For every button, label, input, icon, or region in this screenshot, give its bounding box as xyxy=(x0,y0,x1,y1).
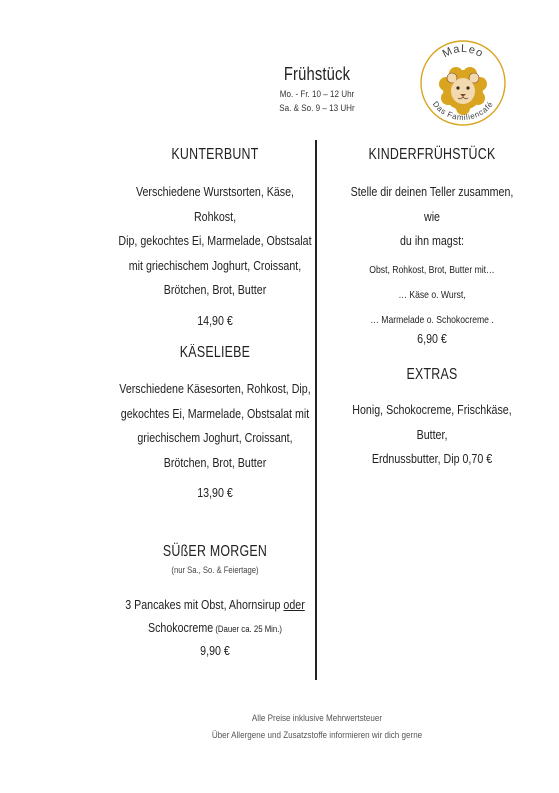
duration-note: (Dauer ca. 25 Min.) xyxy=(213,624,283,635)
price-suesser-morgen: 9,90 € xyxy=(200,643,230,658)
text-line xyxy=(117,616,314,641)
text-line: Verschiedene Wurstsorten, Käse, Rohkost, xyxy=(135,184,295,224)
price-kunterbunt: 14,90 € xyxy=(197,312,233,328)
logo-tagline: Das Familiencafé xyxy=(430,99,496,123)
section-suesser-morgen xyxy=(95,543,335,658)
description-suesser-morgen xyxy=(117,593,314,641)
text-fragment: 3 Pancakes mit Obst, Ahornsirup xyxy=(125,597,284,612)
text-line xyxy=(117,593,314,616)
hours-weekday: Mo. - Fr. 10 – 12 Uhr xyxy=(279,89,355,100)
logo-name: MaLeo xyxy=(440,42,486,61)
text-line: Dip, gekochtes Ei, Marmelade, Obstsalat xyxy=(118,233,312,248)
maleo-logo xyxy=(418,38,508,128)
svg-text:Das Familiencafé xyxy=(431,100,495,123)
option-line: … Marmelade o. Schokocreme . xyxy=(370,313,494,326)
heading-extras: EXTRAS xyxy=(406,366,458,383)
text-line: gekochtes Ei, Marmelade, Obstsalat mit xyxy=(120,405,310,421)
options-kinderfruehstueck xyxy=(342,258,522,333)
hours-weekend: Sa. & So. 9 – 13 UHr xyxy=(279,103,355,114)
footer xyxy=(117,710,517,744)
text-line: du ihn magst: xyxy=(399,233,464,248)
price-kinderfruehstueck: 6,90 € xyxy=(417,330,447,346)
page-title: Frühstück xyxy=(283,64,351,84)
text-line: Erdnussbutter, Dip 0,70 € xyxy=(371,451,493,466)
heading-kaeseliebe: KÄSELIEBE xyxy=(179,344,251,361)
heading-suesser-morgen: SÜßER MORGEN xyxy=(162,543,268,560)
option-line: Obst, Rohkost, Brot, Butter mit… xyxy=(369,263,495,276)
footer-vat-note: Alle Preise inklusive Mehrwertsteuer xyxy=(251,713,383,724)
text-line: griechischem Joghurt, Croissant, xyxy=(137,430,293,445)
note-weekend-only: (nur Sa., So. & Feiertage) xyxy=(171,565,259,575)
option-line: … Käse o. Wurst, xyxy=(398,288,466,301)
description-kaeseliebe xyxy=(117,377,314,475)
intro-kinderfruehstueck xyxy=(342,180,522,254)
section-kaeseliebe xyxy=(95,344,335,500)
underlined-word: oder xyxy=(283,597,305,612)
description-kunterbunt xyxy=(117,180,314,303)
text-line: Honig, Schokocreme, Frischkäse, Butter, xyxy=(352,402,512,442)
footer-allergen-note: Über Allergene und Zusatzstoffe informieren wir dich gerne xyxy=(211,730,423,741)
text-line: Stelle dir deinen Teller zusammen, wie xyxy=(350,184,514,224)
text-line: Brötchen, Brot, Butter xyxy=(163,454,267,470)
heading-kunterbunt: KUNTERBUNT xyxy=(171,146,259,163)
price-kaeseliebe: 13,90 € xyxy=(197,485,233,500)
section-kinderfruehstueck xyxy=(322,146,542,346)
svg-text:MaLeo xyxy=(441,43,486,60)
text-line: Verschiedene Käsesorten, Rohkost, Dip, xyxy=(119,381,311,396)
text-line: mit griechischem Joghurt, Croissant, xyxy=(128,257,302,273)
section-kunterbunt xyxy=(95,146,335,328)
heading-kinderfruehstueck: KINDERFRÜHSTÜCK xyxy=(368,146,496,163)
text-fragment: Schokocreme xyxy=(147,620,214,635)
text-line: Brötchen, Brot, Butter xyxy=(163,282,267,297)
section-extras xyxy=(322,366,542,472)
menu-header xyxy=(217,64,417,116)
description-extras xyxy=(342,398,522,472)
